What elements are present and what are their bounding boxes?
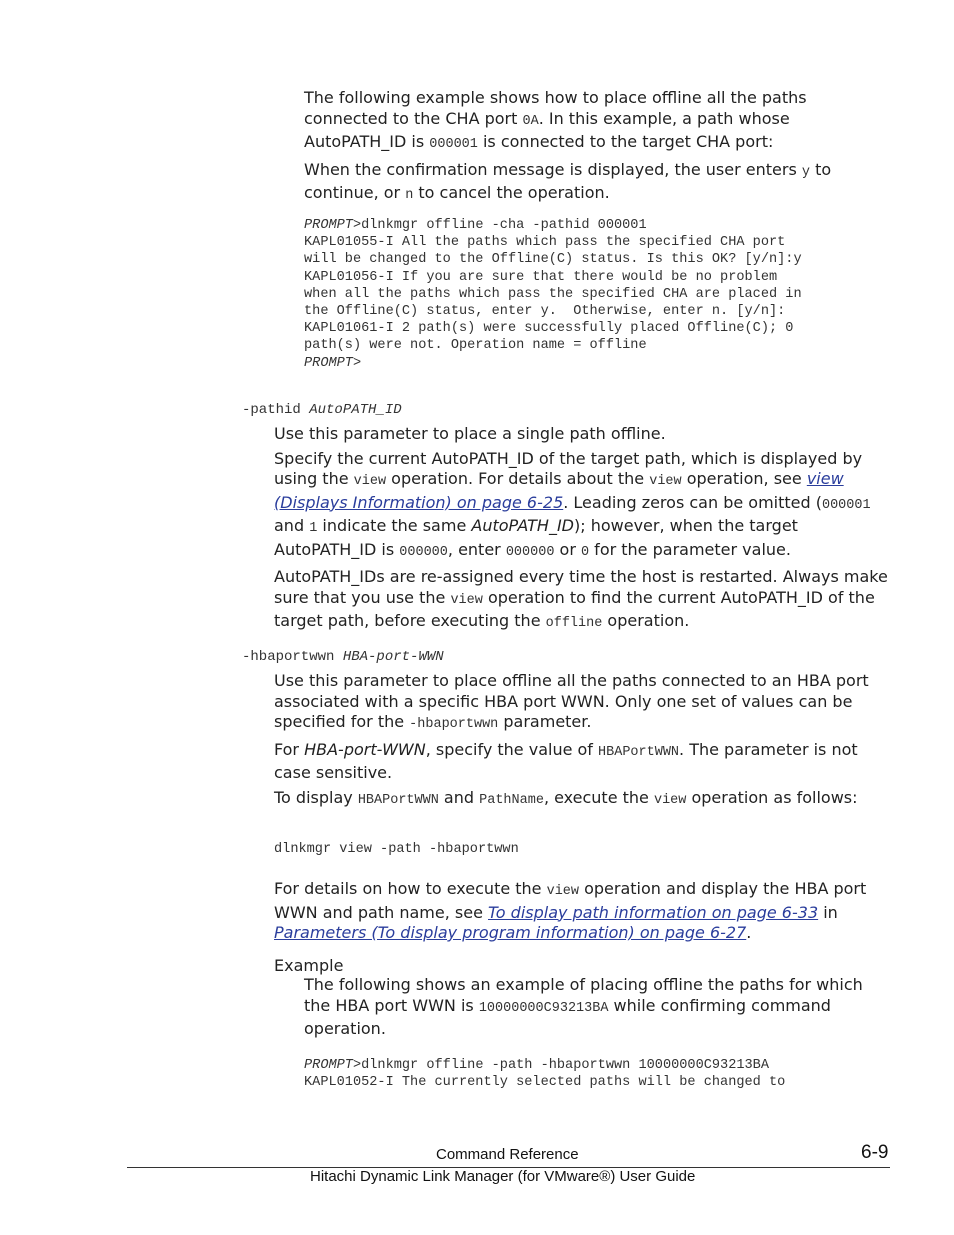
text: Use this parameter to place offline all the paths connected to an HBA port associated with a specific HBA port WWN. Only one set of values can be specified for the <box>274 671 869 731</box>
hbaportwwn-paragraph-1 <box>274 671 890 736</box>
code-line: when all the paths which pass the specified CHA are placed in <box>304 286 802 302</box>
option-pathid-heading <box>242 402 402 418</box>
code-line: KAPL01052-I The currently selected paths will be changed to <box>304 1075 786 1091</box>
italic-term: HBA-port-WWN <box>304 739 426 759</box>
text: operation. <box>602 611 690 630</box>
link-display-path-information[interactable]: To display path information on page 6-33 <box>488 902 819 922</box>
link-view-displays-information[interactable]: view (Displays Information) on page 6-25 <box>274 469 844 512</box>
code-value: HBAPortWWN <box>357 792 439 808</box>
code-line: KAPL01055-I All the paths which pass the specified CHA port <box>304 235 786 251</box>
code-view: view <box>450 592 483 608</box>
code-wwn-value: 10000000C93213BA <box>478 1000 609 1016</box>
text: in <box>818 902 838 922</box>
code-line: KAPL01056-I If you are sure that there would be no problem <box>304 269 778 285</box>
code-block-offline-hbaportwwn <box>304 1057 785 1091</box>
prompt-label: PROMPT <box>304 355 353 371</box>
text: The following example shows how to place offline all the paths connected to the CHA port <box>304 88 807 128</box>
text: indicate the same <box>317 516 472 535</box>
text: When the confirmation message is displayed, the user enters <box>304 159 802 179</box>
hbaportwwn-details <box>274 879 890 976</box>
option-name: -hbaportwwn <box>242 649 343 665</box>
code-view: view <box>649 474 682 489</box>
text: and <box>274 516 310 535</box>
text: . In this example, a path whose AutoPATH_ID is <box>304 108 790 151</box>
code-line: > <box>352 355 362 371</box>
text: or <box>554 539 581 559</box>
pathid-description <box>274 424 890 635</box>
text: operation. For details about the <box>386 469 650 488</box>
footer-page-number: 6-9 <box>861 1142 889 1163</box>
code-line: >dlnkmgr offline -cha -pathid 000001 <box>352 218 647 233</box>
code-value: 1 <box>309 521 318 536</box>
code-line: will be changed to the Offline(C) status. Is this OK? [y/n]:y <box>304 252 802 268</box>
text: , execute the <box>543 787 654 807</box>
text: operation as follows: <box>686 787 858 807</box>
code-hbaportwwn-value: HBAPortWWN <box>598 744 680 760</box>
text: operation and display the HBA port WWN and path name, see <box>274 879 867 922</box>
text: AutoPATH_IDs are re-assigned every time the host is restarted. Always make sure that you use the <box>274 567 888 607</box>
hbaportwwn-description <box>274 671 890 811</box>
text: , specify the value of <box>425 739 599 759</box>
code-n: n <box>405 188 414 203</box>
text: ); however, when the target AutoPATH_ID is <box>274 516 798 559</box>
example-description <box>304 975 890 1040</box>
code-view: view <box>653 792 687 808</box>
text: while confirming command operation. <box>304 995 831 1038</box>
code-line: the Offline(C) status, enter y. Otherwise, enter n. [y/n]: <box>304 304 786 320</box>
text: Specify the current AutoPATH_ID of the target path, which is displayed by using the <box>274 448 863 488</box>
intro-paragraph-2 <box>304 160 890 207</box>
text: operation, see <box>681 469 807 488</box>
footer-guide-title: Hitachi Dynamic Link Manager (for VMware®) User Guide <box>310 1168 696 1185</box>
code-line: >dlnkmgr offline -path -hbaportwwn 10000000C93213BA <box>352 1058 769 1073</box>
text: To display <box>274 787 358 807</box>
text: , enter <box>447 539 506 559</box>
option-argument: HBA-port-WWN <box>342 649 444 665</box>
hbaportwwn-paragraph-2 <box>274 740 890 784</box>
intro-paragraph-1 <box>304 88 890 156</box>
pathid-paragraph-3 <box>274 567 890 635</box>
option-argument: AutoPATH_ID <box>309 402 402 418</box>
text: operation to find the current AutoPATH_ID of the target path, before executing the <box>274 587 875 630</box>
code-line: path(s) were not. Operation name = offline <box>304 338 647 354</box>
text: is connected to the target CHA port: <box>477 132 774 151</box>
text: parameter. <box>498 712 592 731</box>
pathid-paragraph-1: Use this parameter to place a single path offline. <box>274 424 666 443</box>
code-value: PathName <box>479 792 544 808</box>
prompt-label: PROMPT <box>304 1058 353 1073</box>
hbaportwwn-paragraph-3 <box>274 788 890 812</box>
text: for the parameter value. <box>589 539 791 559</box>
code-cha-port: 0A <box>522 113 539 129</box>
text: . <box>746 923 752 942</box>
example-heading: Example <box>274 955 344 975</box>
text: . Leading zeros can be omitted ( <box>563 492 822 512</box>
code-y: y <box>801 164 810 180</box>
option-name: -pathid <box>242 402 310 418</box>
code-view: view <box>353 474 387 489</box>
text: . The parameter is not case sensitive. <box>274 739 858 782</box>
code-line: KAPL01061-I 2 path(s) were successfully placed Offline(C); 0 <box>304 321 794 337</box>
footer-section-title: Command Reference <box>436 1146 579 1163</box>
code-view: view <box>546 884 580 899</box>
text: For details on how to execute the <box>274 879 547 898</box>
text: to cancel the operation. <box>413 183 610 202</box>
code-value: 000001 <box>821 497 871 513</box>
code-value: 000000 <box>505 544 555 560</box>
example-paragraph <box>304 975 890 1040</box>
pathid-paragraph-2 <box>274 449 890 564</box>
italic-term: AutoPATH_ID <box>471 516 574 535</box>
code-block-view-hbaportwwn <box>274 841 519 858</box>
text: The following shows an example of placing offline the paths for which the HBA port WWN is <box>304 975 863 1015</box>
code-block-cha-offline <box>304 217 802 372</box>
link-parameters-program-information[interactable]: Parameters (To display program information) on page 6-27 <box>274 923 747 942</box>
text: to continue, or <box>304 159 832 202</box>
code-autopath-id: 000001 <box>429 137 478 152</box>
code-value: 0 <box>580 544 590 560</box>
code-offline: offline <box>545 616 603 631</box>
text: and <box>438 787 480 807</box>
code-hbaportwwn: -hbaportwwn <box>409 717 499 732</box>
prompt-label: PROMPT <box>304 218 353 233</box>
code-value: 000000 <box>399 544 448 560</box>
option-hbaportwwn-heading <box>242 649 444 665</box>
intro-block <box>304 88 890 207</box>
text: For <box>274 739 305 759</box>
code-line: dlnkmgr view -path -hbaportwwn <box>274 842 519 857</box>
hbaportwwn-paragraph-4 <box>274 879 890 944</box>
